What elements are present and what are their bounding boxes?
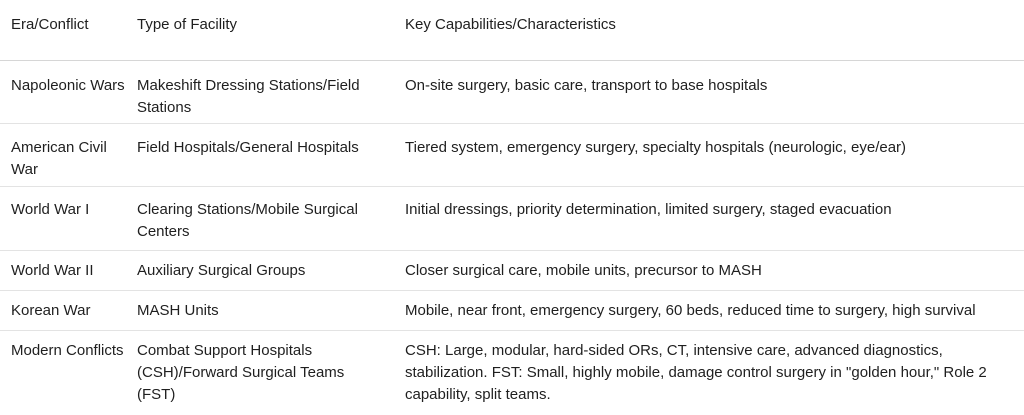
header-capabilities: Key Capabilities/Characteristics (405, 16, 616, 33)
table-row (0, 291, 1024, 331)
cell-era: World War II (11, 262, 94, 279)
cell-era: American Civil War (11, 139, 107, 178)
cell-facility: Combat Support Hospitals (CSH)/Forward Surgical Teams (FST) (137, 342, 345, 403)
cell-facility: Makeshift Dressing Stations/Field Stations (137, 77, 360, 116)
header-era: Era/Conflict (11, 16, 89, 33)
cell-capabilities: Tiered system, emergency surgery, specialty hospitals (neurologic, eye/ear) (405, 139, 907, 156)
table-header-row (0, 0, 1024, 61)
table-row (0, 187, 1024, 251)
cell-era: Modern Conflicts (11, 342, 124, 359)
cell-facility: Clearing Stations/Mobile Surgical Centers (137, 201, 358, 240)
cell-capabilities: CSH: Large, modular, hard-sided ORs, CT, intensive care, advanced diagnostics, stabilization. FST: Small, highly mobile, damage control surgery in "golden hour," Role 2 capability, split teams. (405, 342, 987, 403)
cell-facility: Field Hospitals/General Hospitals (137, 139, 359, 156)
table-row (0, 251, 1024, 291)
cell-era: World War I (11, 201, 90, 218)
cell-era: Korean War (11, 302, 91, 319)
cell-facility: Auxiliary Surgical Groups (137, 262, 306, 279)
cell-capabilities: Initial dressings, priority determination, limited surgery, staged evacuation (405, 201, 892, 218)
header-facility: Type of Facility (137, 16, 238, 33)
cell-capabilities: Mobile, near front, emergency surgery, 60 beds, reduced time to surgery, high survival (405, 302, 976, 319)
cell-capabilities: On-site surgery, basic care, transport to base hospitals (405, 77, 768, 94)
cell-era: Napoleonic Wars (11, 77, 125, 94)
table-row (0, 124, 1024, 187)
cell-facility: MASH Units (137, 302, 219, 319)
table-row (0, 331, 1024, 415)
cell-capabilities: Closer surgical care, mobile units, precursor to MASH (405, 262, 762, 279)
table-row (0, 61, 1024, 124)
